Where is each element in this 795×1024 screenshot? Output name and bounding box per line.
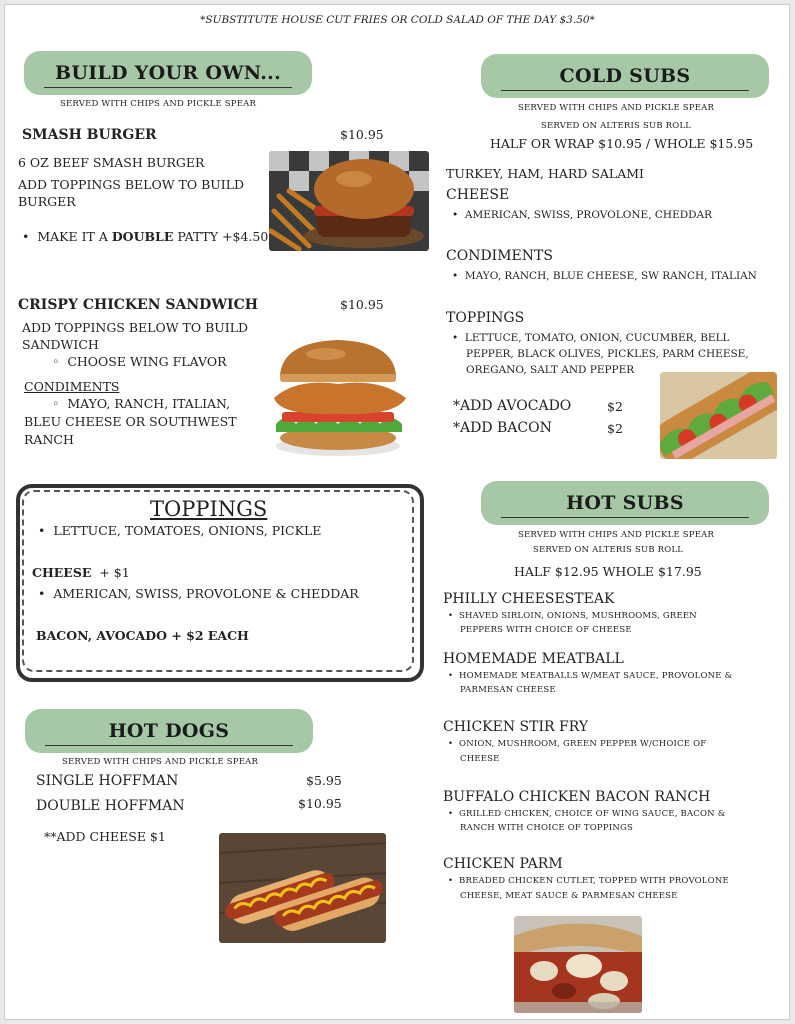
crispy-chicken-name: CRISPY CHICKEN SANDWICH xyxy=(18,297,258,313)
cold-subs-title: COLD SUBS xyxy=(559,65,691,87)
hot-item-desc-1: HOMEMADE MEATBALLS W/MEAT SAUCE, PROVOLONE & xyxy=(459,671,733,681)
bullet: • xyxy=(452,332,465,344)
circle-bullet: ◦ xyxy=(52,354,68,369)
build-your-own-banner xyxy=(24,51,312,95)
hot-item-desc-2: PARMESAN CHEESE xyxy=(460,685,556,695)
double-hoffman-name: DOUBLE HOFFMAN xyxy=(36,798,185,814)
toppings-basic: LETTUCE, TOMATOES, ONIONS, PICKLE xyxy=(53,523,322,538)
cold-toppings-2: PEPPER, BLACK OLIVES, PICKLES, PARM CHEESE, xyxy=(466,348,749,360)
hot-dogs-banner xyxy=(25,709,313,753)
bullet: • xyxy=(452,270,465,282)
cold-toppings-label: TOPPINGS xyxy=(446,310,525,326)
bullet: • xyxy=(38,586,54,601)
hot-item-desc-1: BREADED CHICKEN CUTLET, TOPPED WITH PROVOLONE xyxy=(459,876,729,886)
toppings-cheese-list: AMERICAN, SWISS, PROVOLONE & CHEDDAR xyxy=(53,586,359,601)
smash-desc-3: BURGER xyxy=(18,194,76,209)
cold-condiments-row xyxy=(452,270,757,282)
toppings-cheese-row xyxy=(32,565,130,580)
hot-item-desc-2: CHEESE, MEAT SAUCE & PARMESAN CHEESE xyxy=(460,891,678,901)
chicken-cond-1: MAYO, RANCH, ITALIAN, xyxy=(67,396,231,411)
hot-item-name: BUFFALO CHICKEN BACON RANCH xyxy=(443,789,711,805)
hot-item-desc-2: PEPPERS WITH CHOICE OF CHEESE xyxy=(460,625,632,635)
cold-meats: TURKEY, HAM, HARD SALAMI xyxy=(446,166,644,181)
hot-item-name: CHICKEN PARM xyxy=(443,856,563,872)
add-avocado: *ADD AVOCADO xyxy=(453,398,572,414)
hot-item-name: CHICKEN STIR FRY xyxy=(443,719,589,735)
bullet: • xyxy=(448,739,460,749)
bullet: • xyxy=(38,523,54,538)
hot-subs-banner xyxy=(481,481,769,525)
substitute-note: *SUBSTITUTE HOUSE CUT FRIES OR COLD SALAD OF THE DAY $3.50* xyxy=(200,14,595,26)
smash-burger-photo xyxy=(269,151,429,251)
hot-item-desc-row xyxy=(448,739,706,749)
chicken-condiments-label: CONDIMENTS xyxy=(24,379,120,394)
hot-roll-note: SERVED ON ALTERIS SUB ROLL xyxy=(533,545,684,555)
bullet: • xyxy=(448,671,460,681)
hot-item-name: PHILLY CHEESESTEAK xyxy=(443,591,615,607)
smash-desc-1: 6 OZ BEEF SMASH BURGER xyxy=(18,155,205,170)
cold-cheese-row xyxy=(452,209,712,221)
toppings-title: TOPPINGS xyxy=(150,497,268,521)
hot-dogs-photo xyxy=(219,833,386,943)
bullet: • xyxy=(448,876,460,886)
single-hoffman-name: SINGLE HOFFMAN xyxy=(36,773,179,789)
smash-burger-price: $10.95 xyxy=(340,127,384,142)
double-text-c: PATTY +$4.50 xyxy=(173,229,269,244)
cold-toppings-row-1 xyxy=(452,332,730,344)
hot-served-note: SERVED WITH CHIPS AND PICKLE SPEAR xyxy=(518,530,715,540)
cold-condiments-label: CONDIMENTS xyxy=(446,248,553,264)
build-served-note: SERVED WITH CHIPS AND PICKLE SPEAR xyxy=(60,99,257,109)
hot-item-desc-1: GRILLED CHICKEN, CHOICE OF WING SAUCE, BACON & xyxy=(459,809,726,819)
add-avocado-price: $2 xyxy=(607,399,623,414)
single-hoffman-price: $5.95 xyxy=(306,773,342,788)
smash-desc-2: ADD TOPPINGS BELOW TO BUILD xyxy=(18,177,245,192)
double-hoffman-price: $10.95 xyxy=(298,796,342,811)
circle-bullet: ◦ xyxy=(52,396,68,411)
double-text-b: DOUBLE xyxy=(111,229,174,244)
chicken-desc-2: SANDWICH xyxy=(22,337,99,352)
cold-toppings-1: LETTUCE, TOMATO, ONION, CUCUMBER, BELL xyxy=(464,332,730,344)
toppings-cheese-price: + $1 xyxy=(99,565,130,580)
double-patty-option xyxy=(22,229,268,244)
hot-item-desc-row xyxy=(448,876,729,886)
banner-underline xyxy=(45,745,293,746)
wing-flavor-option xyxy=(52,354,226,369)
cold-roll-note: SERVED ON ALTERIS SUB ROLL xyxy=(541,121,692,131)
hot-dogs-title: HOT DOGS xyxy=(108,720,230,742)
hot-item-desc-row xyxy=(448,809,725,819)
hot-subs-title: HOT SUBS xyxy=(566,492,684,514)
toppings-basic-row xyxy=(38,523,321,538)
hot-item-desc-1: SHAVED SIRLOIN, ONIONS, MUSHROOMS, GREEN xyxy=(459,611,697,621)
cold-condiments-list: MAYO, RANCH, BLUE CHEESE, SW RANCH, ITALIAN xyxy=(464,270,757,282)
chicken-sandwich-photo xyxy=(266,328,411,463)
build-your-own-title: BUILD YOUR OWN... xyxy=(54,62,282,84)
cold-subs-banner xyxy=(481,54,769,98)
add-bacon-price: $2 xyxy=(607,421,623,436)
hot-item-desc-row xyxy=(448,611,697,621)
toppings-cheese-label: CHEESE xyxy=(32,565,92,580)
smash-burger-name: SMASH BURGER xyxy=(22,127,157,143)
banner-underline xyxy=(501,90,749,91)
toppings-cheese-list-row xyxy=(38,586,359,601)
bullet: • xyxy=(448,809,460,819)
add-cheese-note: **ADD CHEESE $1 xyxy=(44,829,166,844)
banner-underline xyxy=(44,87,292,88)
chicken-parm-photo xyxy=(514,916,642,1013)
banner-underline xyxy=(501,517,749,518)
cold-served-note: SERVED WITH CHIPS AND PICKLE SPEAR xyxy=(518,103,715,113)
hot-price: HALF $12.95 WHOLE $17.95 xyxy=(514,564,702,579)
chicken-cond-1-row xyxy=(52,396,230,411)
hotdogs-served-note: SERVED WITH CHIPS AND PICKLE SPEAR xyxy=(62,757,259,767)
crispy-chicken-price: $10.95 xyxy=(340,297,384,312)
hot-item-desc-row xyxy=(448,671,732,681)
hot-item-desc-2: RANCH WITH CHOICE OF TOPPINGS xyxy=(460,823,633,833)
cold-toppings-3: OREGANO, SALT AND PEPPER xyxy=(466,364,635,376)
chicken-cond-2: BLEU CHEESE OR SOUTHWEST xyxy=(24,414,237,429)
cold-price: HALF OR WRAP $10.95 / WHOLE $15.95 xyxy=(490,136,754,151)
hot-item-desc-2: CHEESE xyxy=(460,754,500,764)
hot-item-name: HOMEMADE MEATBALL xyxy=(443,651,624,667)
bullet: • xyxy=(22,229,38,244)
bullet: • xyxy=(448,611,460,621)
cold-cheese-list: AMERICAN, SWISS, PROVOLONE, CHEDDAR xyxy=(464,209,713,221)
toppings-bacon-avocado: BACON, AVOCADO + $2 EACH xyxy=(36,628,249,643)
cold-sub-photo xyxy=(660,372,777,459)
chicken-desc-1: ADD TOPPINGS BELOW TO BUILD xyxy=(22,320,249,335)
double-text-a: MAKE IT A xyxy=(37,229,112,244)
bullet: • xyxy=(452,209,465,221)
cold-cheese-label: CHEESE xyxy=(446,187,510,203)
wing-flavor-text: CHOOSE WING FLAVOR xyxy=(67,354,227,369)
hot-item-desc-1: ONION, MUSHROOM, GREEN PEPPER W/CHOICE OF xyxy=(459,739,707,749)
chicken-cond-3: RANCH xyxy=(24,432,74,447)
add-bacon: *ADD BACON xyxy=(453,420,552,436)
